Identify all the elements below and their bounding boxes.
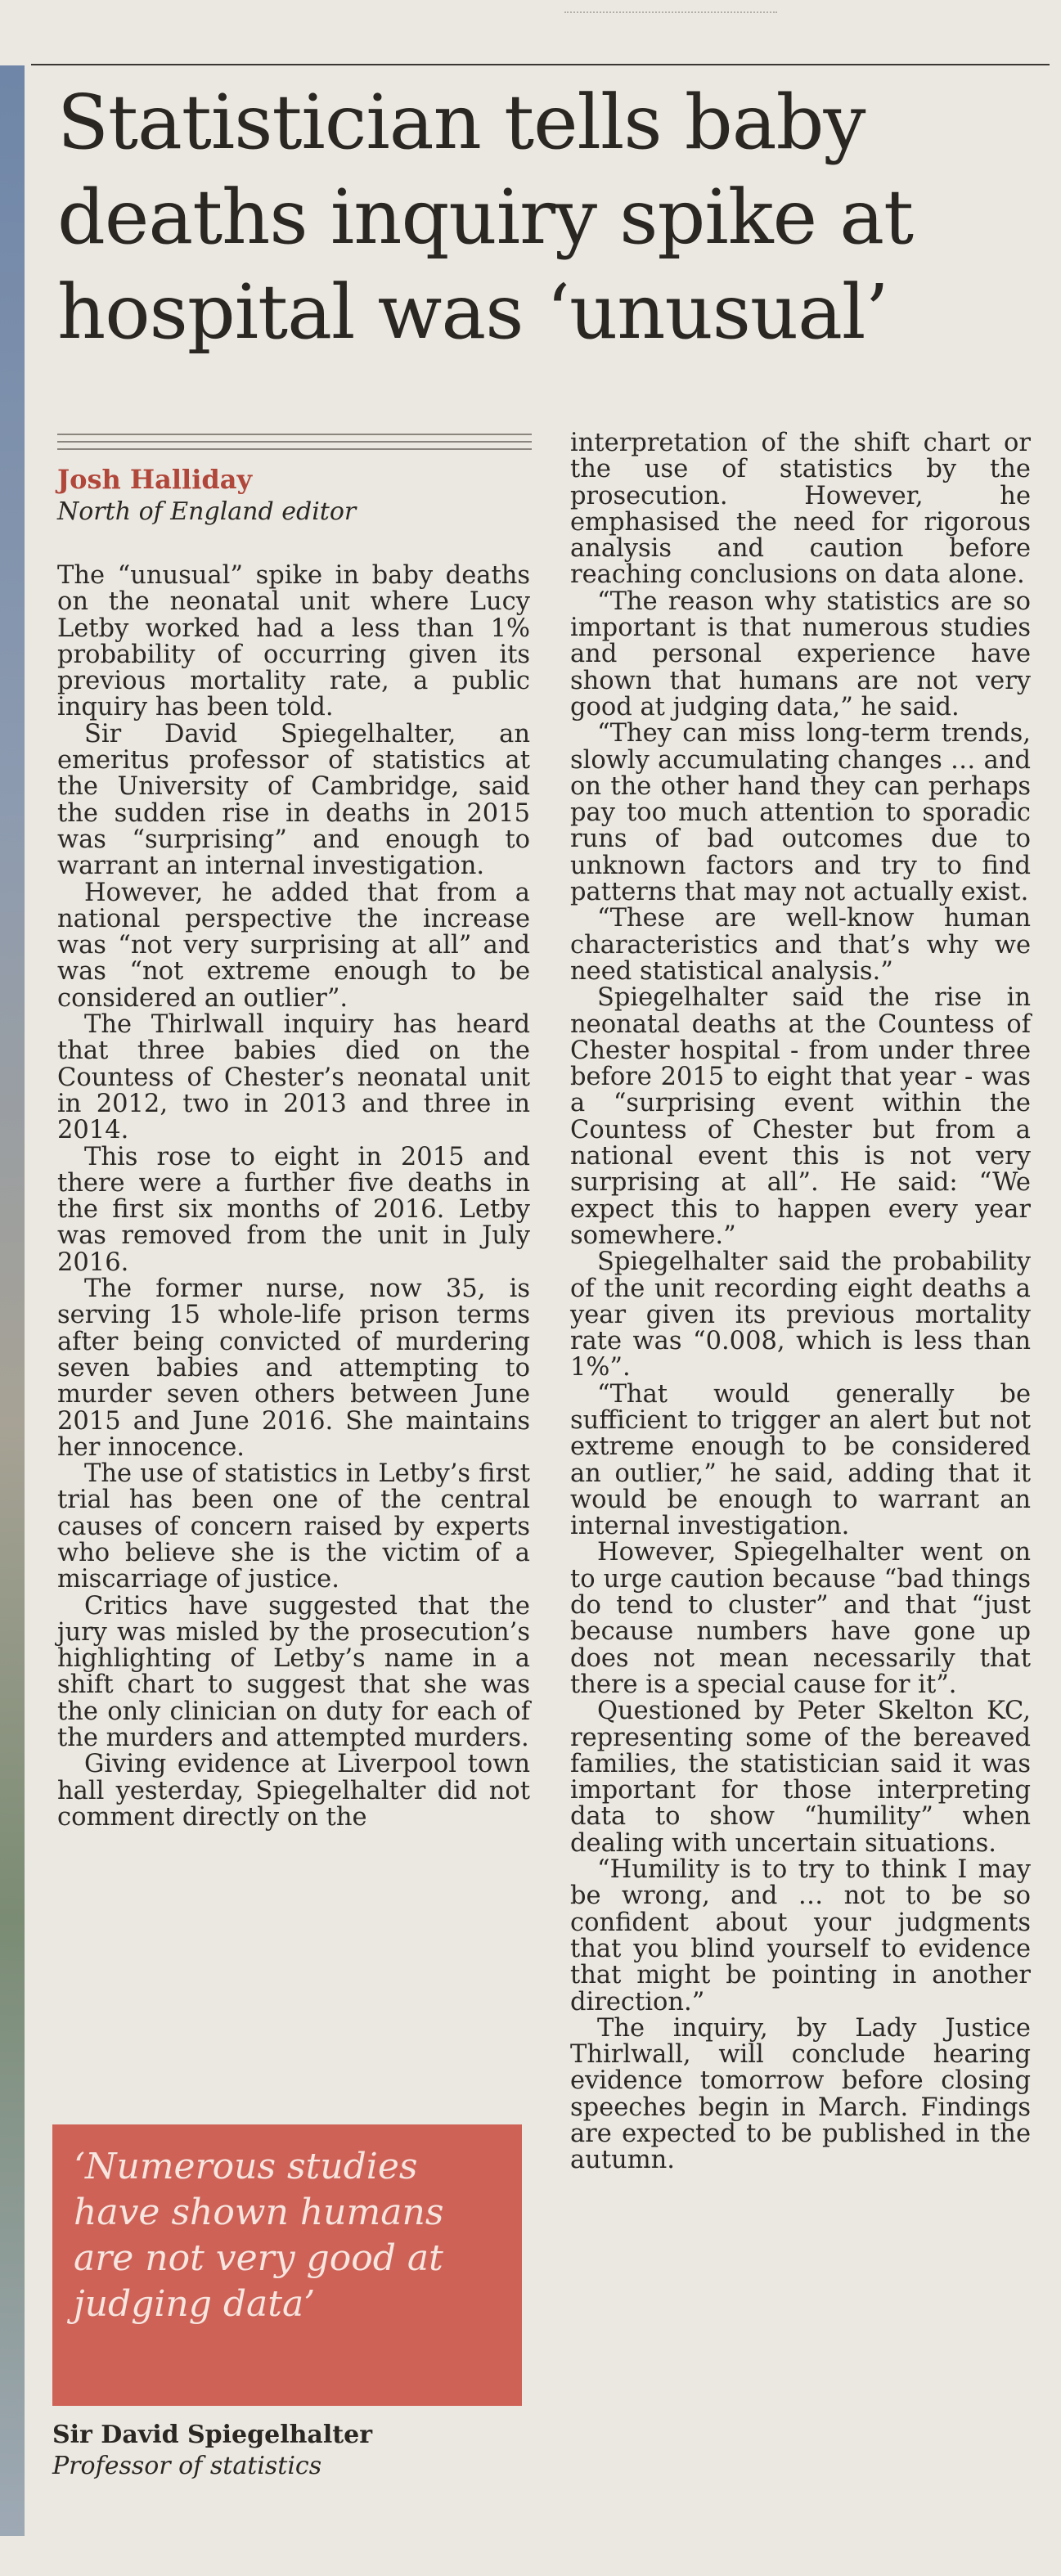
byline <box>57 463 532 528</box>
paragraph: “These are well-know human characteristics and that’s why we need statistical analysis.” <box>570 904 1031 986</box>
byline-role: North of England editor <box>57 497 357 526</box>
headline: Statistician tells baby deaths inquiry spike at hospital was ‘unusual’ <box>57 79 914 356</box>
paragraph: Spiegelhalter said the probability of the unit recording eight deaths a year given its previous mortality rate was “0.008, which is less than 1%”. <box>570 1248 1031 1382</box>
paragraph: This rose to eight in 2015 and there were a further five deaths in the first six months of 2016. Letby was removed from the unit in July 2016. <box>57 1142 530 1277</box>
paragraph: The “unusual” spike in baby deaths on the neonatal unit where Lucy Letby worked had a less than 1% probability of occurring given its previous mortality rate, a public inquiry has been told. <box>57 561 530 722</box>
paragraph: The use of statistics in Letby’s first trial has been one of the central causes of concern raised by experts who believe she is the victim of a miscarriage of justice. <box>57 1459 530 1594</box>
top-edge-mark <box>564 0 777 13</box>
pullquote-text: ‘Numerous studies have shown humans are not very good at judging data’ <box>74 2146 444 2325</box>
paragraph: The former nurse, now 35, is serving 15 whole-life prison terms after being convicted of murdering seven babies and attempting to murder seven others between June 2015 and June 2016. She maintains her innocence. <box>57 1275 530 1462</box>
paragraph: Critics have suggested that the jury was misled by the prosecution’s highlighting of Letby’s name in a shift chart to suggest that she was the only clinician on duty for each of the murders and attempted murders. <box>57 1591 530 1753</box>
paragraph: However, he added that from a national perspective the increase was “not very surprising at all” and was “not extreme enough to be considered an outlier”. <box>57 878 530 1013</box>
adjacent-page-strip <box>0 65 25 2536</box>
paragraph: “That would generally be sufficient to trigger an alert but not extreme enough to be considered an outlier,” he said, adding that it would be enough to warrant an internal investigation. <box>570 1379 1031 1541</box>
paragraph: Questioned by Peter Skelton KC, representing some of the bereaved families, the statistician said it was important for those interpreting data to show “humility” when dealing with uncertain situations. <box>570 1697 1031 1858</box>
top-rule <box>31 64 1050 65</box>
paragraph: The inquiry, by Lady Justice Thirlwall, will conclude hearing evidence tomorrow before closing speeches begin in March. Findings are expected to be published in the autumn. <box>570 2013 1031 2175</box>
paragraph: Sir David Spiegelhalter, an emeritus professor of statistics at the University of Cambridge, said the sudden rise in deaths in 2015 was “surprising” and enough to warrant an internal investigation. <box>57 719 530 881</box>
paragraph: “They can miss long-term trends, slowly accumulating changes … and on the other hand they can perhaps pay too much attention to sporadic runs of bad outcomes due to unknown factors and try to find patterns that may not actually exist. <box>570 719 1031 907</box>
paragraph: The Thirlwall inquiry has heard that three babies died on the Countess of Chester’s neonatal unit in 2012, two in 2013 and three in 2014. <box>57 1010 530 1145</box>
pullquote-attribution <box>52 2420 543 2482</box>
pullquote-role: Professor of statistics <box>52 2452 322 2480</box>
paragraph: “Humility is to try to think I may be wrong, and … not to be so confident about your judgments that you blind yourself to evidence that might be pointing in another direction.” <box>570 1855 1031 2016</box>
paragraph: However, Spiegelhalter went on to urge caution because “bad things do tend to cluster” and that “just because numbers have gone up does not mean necessarily that there is a special cause for it”. <box>570 1538 1031 1699</box>
paragraph: Giving evidence at Liverpool town hall yesterday, Spiegelhalter did not comment directly on the <box>57 1750 530 1832</box>
byline-rules <box>57 434 532 456</box>
paragraph: “The reason why statistics are so important is that numerous studies and personal experience have shown that humans are not very good at judging data,” he said. <box>570 587 1031 722</box>
pullquote-box <box>52 2124 522 2406</box>
pullquote-name: Sir David Spiegelhalter <box>52 2421 372 2449</box>
paragraph: interpretation of the shift chart or the use of statistics by the prosecution. However, he emphasised the need for rigorous analysis and caution before reaching conclusions on data alone. <box>570 429 1031 590</box>
paragraph: Spiegelhalter said the rise in neonatal deaths at the Countess of Chester hospital - from under three before 2015 to eight that year - was a “surprising event within the Countess of Chester but from a national event this is not very surprising at all”. He said: “We expect this to happen every year somewhere.” <box>570 983 1031 1250</box>
left-column <box>57 563 530 1831</box>
byline-name: Josh Halliday <box>57 464 253 495</box>
right-column <box>570 430 1031 2174</box>
